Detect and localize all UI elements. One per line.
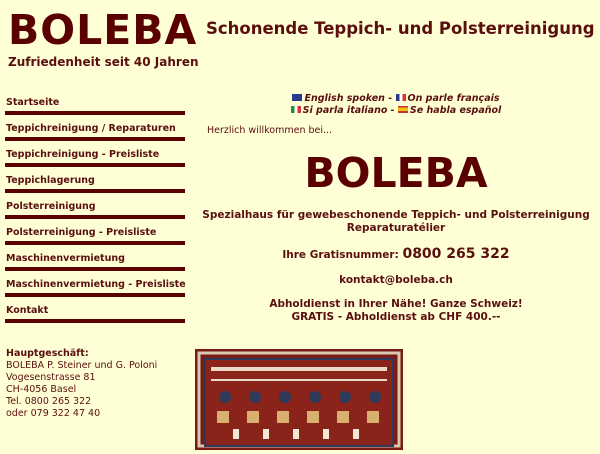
specialty-line-2: Reparaturatélier [346,222,446,234]
email-link[interactable]: kontakt@boleba.ch [339,274,453,286]
sidebar-nav [5,90,185,324]
spain-flag-icon [398,106,408,113]
phone-label: Ihre Gratisnummer: [282,249,399,261]
italy-flag-icon [291,106,301,113]
address-line: Vogesenstrasse 81 [6,372,96,383]
language-row-1 [206,93,586,104]
site-logo[interactable]: BOLEBA [8,6,198,54]
site-tagline: Zufriedenheit seit 40 Jahren [8,55,199,69]
nav-item-polsterreinigung-preisliste[interactable]: Polsterreinigung - Preisliste [5,220,185,245]
nav-item-polsterreinigung[interactable]: Polsterreinigung [5,194,185,219]
phone-row [196,246,596,262]
nav-item-maschinenvermietung[interactable]: Maschinenvermietung [5,246,185,271]
address-line: CH-4056 Basel [6,384,77,395]
nav-item-kontakt[interactable]: Kontakt [5,298,185,323]
nav-item-startseite[interactable]: Startseite [5,90,185,115]
nav-item-teppichlagerung[interactable]: Teppichlagerung [5,168,185,193]
uk-flag-icon [292,94,302,101]
address-heading: Hauptgeschäft: [6,348,89,359]
nav-item-maschinenvermietung-preisliste[interactable]: Maschinenvermietung - Preisliste [5,272,185,297]
lang-spanish[interactable]: Se habla español [409,105,502,116]
lang-english[interactable]: English spoken - [304,93,393,104]
address-phone: Tel. 0800 265 322 [6,396,92,407]
pickup-line: Abholdienst in Ihrer Nähe! Ganze Schweiz! [269,298,523,310]
nav-item-teppichreinigung-preisliste[interactable]: Teppichreinigung - Preisliste [5,142,185,167]
address-block [6,348,157,420]
france-flag-icon [396,94,406,101]
address-line: BOLEBA P. Steiner und G. Poloni [6,360,158,371]
welcome-text: Herzlich willkommen bei... [207,125,333,136]
carpet-image [195,349,403,450]
main-logo: BOLEBA [304,149,488,197]
lang-italian[interactable]: Si parla italiano - [302,105,395,116]
phone-number[interactable]: 0800 265 322 [402,246,510,262]
address-mobile: oder 079 322 47 40 [6,408,101,419]
lang-french[interactable]: On parle français [407,93,500,104]
pickup-free-line: GRATIS - Abholdienst ab CHF 400.-- [291,311,501,323]
site-headline: Schonende Teppich- und Polsterreinigung [206,19,595,38]
nav-item-teppichreinigung-reparaturen[interactable]: Teppichreinigung / Reparaturen [5,116,185,141]
specialty-line: Spezialhaus für gewebeschonende Teppich- und Polsterreinigung [202,209,590,221]
language-row-2 [206,105,586,116]
